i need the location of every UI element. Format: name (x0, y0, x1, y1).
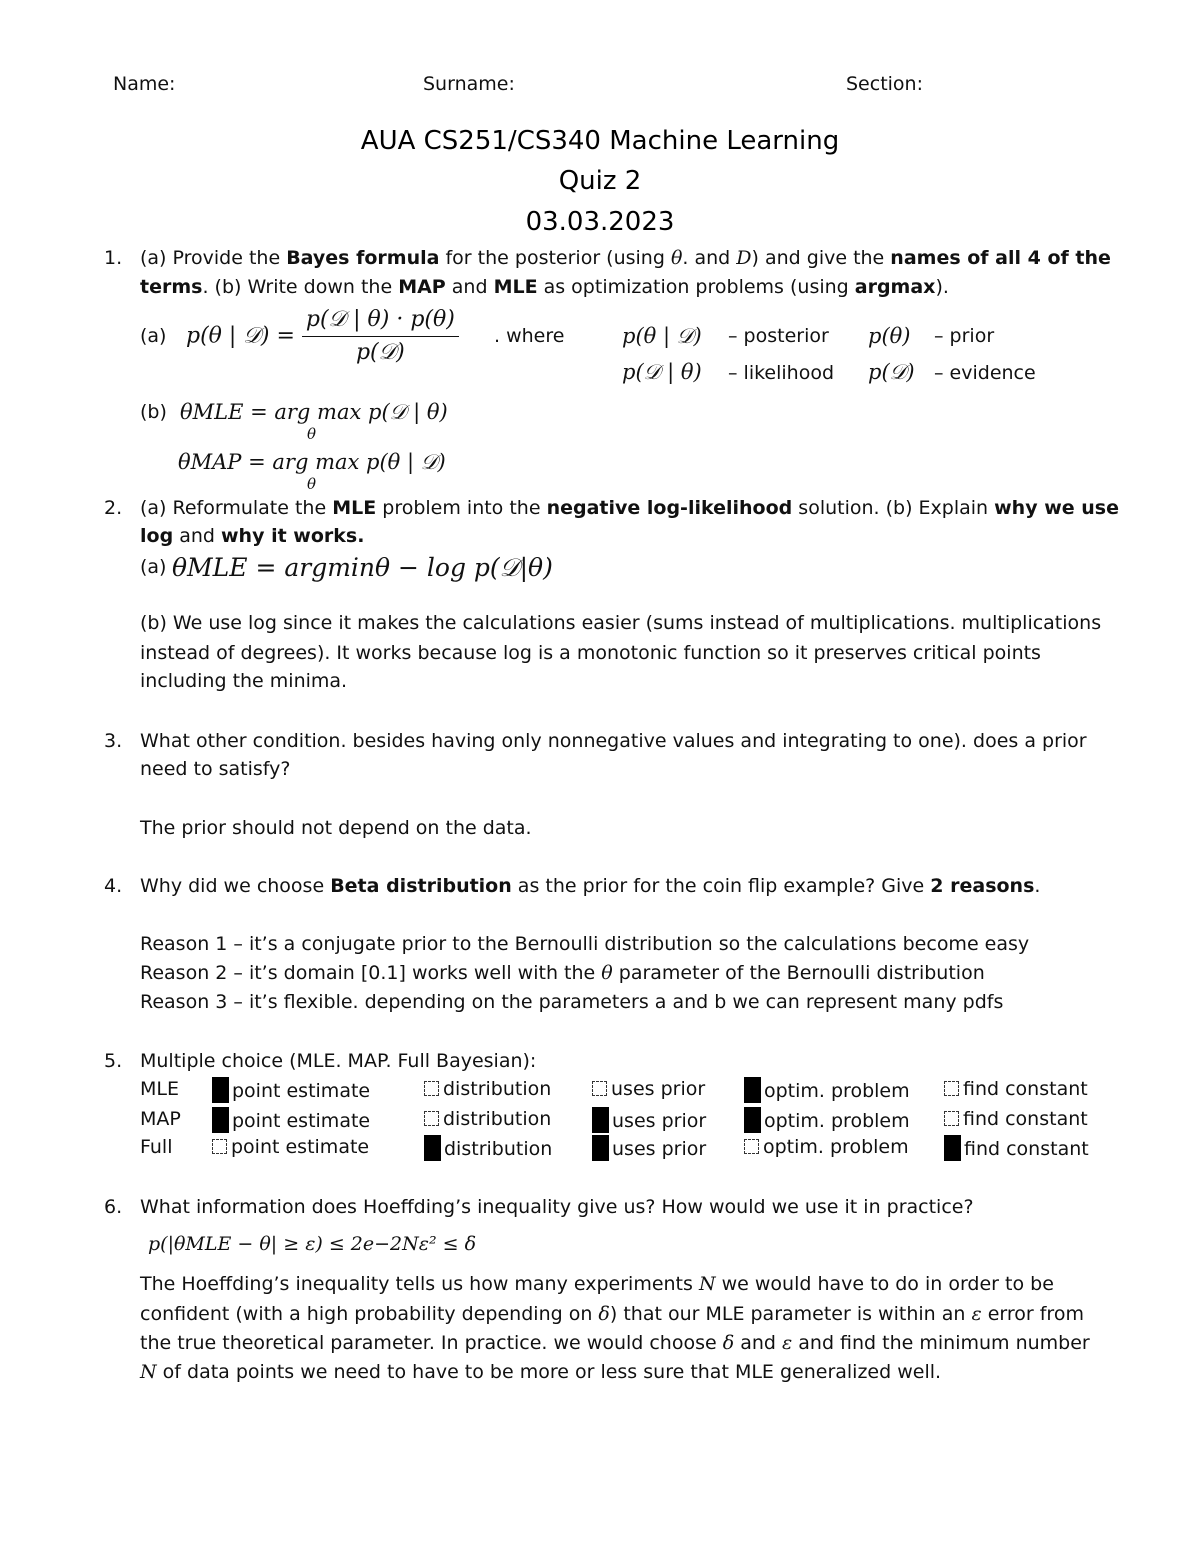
q3-question-line2: need to satisfy? (140, 758, 291, 780)
term-likelihood-expr: p(𝒟 | θ) (622, 360, 702, 384)
mc-option[interactable] (212, 1077, 370, 1103)
mc-option-label: point estimate (232, 1110, 371, 1132)
map-argmax-subscript: θ (307, 475, 317, 493)
mc-option[interactable] (744, 1077, 910, 1103)
q2-a-label: (a) (140, 556, 167, 578)
term-prior-expr: p(θ) (868, 324, 911, 348)
course-title: AUA CS251/CS340 Machine Learning (360, 126, 840, 156)
q1-question-line1: (a) Provide the Bayes formula for the posterior (using θ. and D) and give the names of all 4 of the (140, 247, 1111, 269)
checked-box[interactable] (592, 1107, 609, 1133)
bayes-formula: p(θ | 𝒟) = $\frac{\text{p(𝒟 | θ) · p(θ)}}{\text{p(𝒟)}}$ (186, 306, 459, 367)
mc-option-label: optim. problem (763, 1136, 909, 1158)
mle-argmax-eq: θMLE = arg max p(𝒟 | θ) (180, 400, 448, 424)
unchecked-box[interactable] (592, 1081, 607, 1096)
mc-option-label: distribution (443, 1078, 552, 1100)
q3-question-line1: What other condition. besides having only nonnegative values and integrating to one). does a prior (140, 730, 1087, 752)
term-evidence-expr: p(𝒟) (868, 360, 915, 384)
term-likelihood-name: – likelihood (728, 362, 835, 384)
q1-a-label: (a) (140, 325, 167, 347)
mc-option-label: find constant (963, 1078, 1088, 1100)
term-posterior-name: – posterior (728, 325, 829, 347)
neg-log-likelihood-eq: θMLE = argminθ − log p(𝒟|θ) (172, 553, 553, 582)
term-posterior-expr: p(θ | 𝒟) (622, 324, 702, 348)
q3-number: 3. (104, 730, 123, 752)
mc-option[interactable] (212, 1135, 369, 1159)
mc-option-label: uses prior (612, 1138, 707, 1160)
q2-answer-line2: instead of degrees). It works because log is a monotonic function so it preserves critical points (140, 642, 1041, 664)
q1-b-label: (b) (140, 401, 167, 423)
q4-reason-2: Reason 2 – it’s domain [0.1] works well with the θ parameter of the Bernoulli distribution (140, 962, 985, 984)
term-prior-name: – prior (934, 325, 995, 347)
section-label: Section: (846, 73, 923, 95)
mc-option[interactable] (944, 1077, 1088, 1101)
mc-row-label: MLE (140, 1078, 179, 1100)
mc-option-label: point estimate (232, 1080, 371, 1102)
checked-box[interactable] (424, 1135, 441, 1161)
mc-option-label: uses prior (611, 1078, 706, 1100)
q6-question: What information does Hoeffding’s inequality give us? How would we use it in practice? (140, 1196, 974, 1218)
checked-box[interactable] (944, 1135, 961, 1161)
unchecked-box[interactable] (212, 1139, 227, 1154)
mc-option-label: optim. problem (764, 1110, 910, 1132)
where-text: . where (494, 325, 565, 347)
mle-argmax-subscript: θ (307, 425, 317, 443)
mc-option[interactable] (424, 1107, 551, 1131)
q4-number: 4. (104, 875, 123, 897)
q1-question-line2: terms. (b) Write down the MAP and MLE as optimization problems (using argmax). (140, 276, 949, 298)
q6-answer-line4: N of data points we need to have to be more or less sure that MLE generalized well. (140, 1361, 942, 1383)
mc-option[interactable] (744, 1107, 910, 1133)
mc-row-label: MAP (140, 1108, 181, 1130)
mc-option-label: distribution (444, 1138, 553, 1160)
q2-question-line1: (a) Reformulate the MLE problem into the negative log-likelihood solution. (b) Explain why we use (140, 497, 1119, 519)
mc-option-label: point estimate (231, 1136, 370, 1158)
q4-question: Why did we choose Beta distribution as the prior for the coin flip example? Give 2 reasons. (140, 875, 1041, 897)
hoeffding-inequality-eq: p(|θMLE − θ| ≥ ε) ≤ 2e−2Nε² ≤ δ (148, 1233, 477, 1255)
q6-answer-line1: The Hoeffding’s inequality tells us how many experiments N we would have to do in order to be (140, 1273, 1054, 1295)
q6-number: 6. (104, 1196, 123, 1218)
unchecked-box[interactable] (744, 1139, 759, 1154)
q5-prompt: Multiple choice (MLE. MAP. Full Bayesian): (140, 1050, 537, 1072)
q6-answer-line3: the true theoretical parameter. In practice. we would choose δ and ε and find the minimum number (140, 1332, 1090, 1354)
mc-option[interactable] (424, 1135, 552, 1161)
term-evidence-name: – evidence (934, 362, 1036, 384)
checked-box[interactable] (592, 1135, 609, 1161)
mc-option-label: optim. problem (764, 1080, 910, 1102)
q3-answer: The prior should not depend on the data. (140, 817, 532, 839)
unchecked-box[interactable] (424, 1081, 439, 1096)
q4-reason-3: Reason 3 – it’s flexible. depending on the parameters a and b we can represent many pdfs (140, 991, 1004, 1013)
q2-answer-line1: (b) We use log since it makes the calculations easier (sums instead of multiplications. multiplications (140, 612, 1102, 634)
unchecked-box[interactable] (944, 1111, 959, 1126)
surname-label: Surname: (423, 73, 515, 95)
name-label: Name: (113, 73, 176, 95)
checked-box[interactable] (212, 1077, 229, 1103)
checked-box[interactable] (212, 1107, 229, 1133)
q6-answer-line2: confident (with a high probability depending on δ) that our MLE parameter is within an ε error from (140, 1303, 1084, 1325)
mc-option-label: find constant (963, 1108, 1088, 1130)
checked-box[interactable] (744, 1077, 761, 1103)
q4-reason-1: Reason 1 – it’s a conjugate prior to the Bernoulli distribution so the calculations become easy (140, 933, 1030, 955)
quiz-title: Quiz 2 (558, 166, 642, 196)
mc-option[interactable] (592, 1077, 705, 1101)
mc-option[interactable] (592, 1135, 706, 1161)
mc-option[interactable] (592, 1107, 706, 1133)
unchecked-box[interactable] (424, 1111, 439, 1126)
quiz-date: 03.03.2023 (525, 207, 675, 237)
q1-number: 1. (104, 247, 123, 269)
map-argmax-eq: θMAP = arg max p(θ | 𝒟) (178, 450, 446, 474)
mc-option[interactable] (744, 1135, 909, 1159)
mc-option-label: uses prior (612, 1110, 707, 1132)
unchecked-box[interactable] (944, 1081, 959, 1096)
q2-question-line2: log and why it works. (140, 525, 365, 547)
mc-option[interactable] (424, 1077, 551, 1101)
mc-option[interactable] (944, 1107, 1088, 1131)
q5-number: 5. (104, 1050, 123, 1072)
mc-option[interactable] (944, 1135, 1089, 1161)
q2-number: 2. (104, 497, 123, 519)
mc-row-label: Full (140, 1136, 173, 1158)
mc-option-label: find constant (964, 1138, 1089, 1160)
q2-answer-line3: including the minima. (140, 670, 348, 692)
mc-option[interactable] (212, 1107, 370, 1133)
mc-option-label: distribution (443, 1108, 552, 1130)
checked-box[interactable] (744, 1107, 761, 1133)
